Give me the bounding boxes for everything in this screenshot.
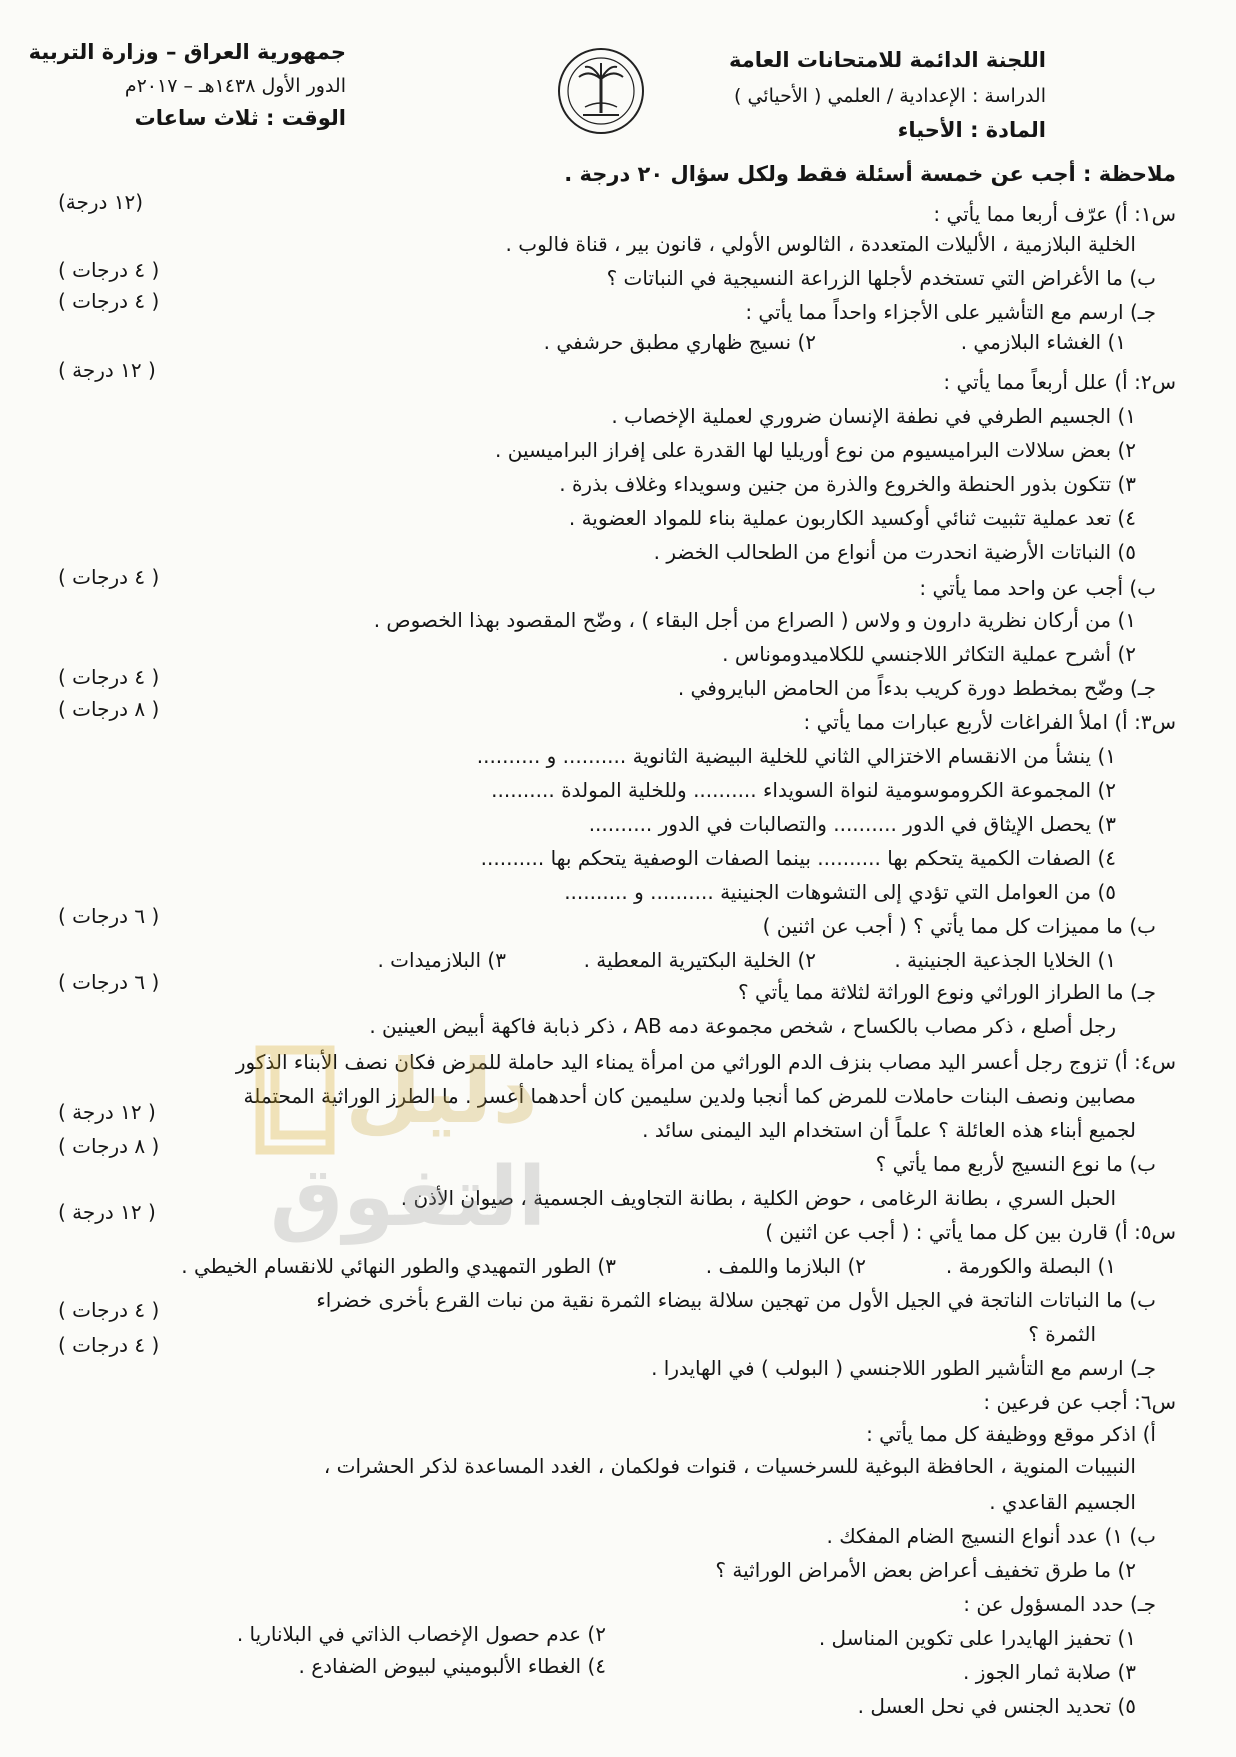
q1a-items: الخلية البلازمية ، الأليلات المتعددة ، الثالوس الأولي ، قانون بير ، قناة فالوب .	[505, 232, 1136, 256]
q6-title: س٦: أجب عن فرعين :	[983, 1390, 1176, 1414]
q2b: ب) أجب عن واحد مما يأتي :	[919, 576, 1156, 600]
q3c: جـ) ما الطراز الوراثي ونوع الوراثة لثلاثة مما يأتي ؟	[738, 980, 1156, 1004]
q6c4: ٤) الغطاء الألبوميني لبيوض الضفادع .	[298, 1654, 606, 1678]
q6c: جـ) حدد المسؤول عن :	[963, 1592, 1156, 1616]
q6b2: ٢) ما طرق تخفيف أعراض بعض الأمراض الوراثية ؟	[715, 1558, 1136, 1582]
q4a-line3: لجميع أبناء هذه العائلة ؟ علماً أن استخدام اليد اليمنى سائد .	[642, 1118, 1136, 1142]
committee-name: اللجنة الدائمة للامتحانات العامة	[729, 48, 1046, 72]
q1c: جـ) ارسم مع التأشير على الأجزاء واحداً مما يأتي :	[745, 300, 1156, 324]
q2b1: ١) من أركان نظرية دارون و ولاس ( الصراع من أجل البقاء ) ، وضّح المقصود بهذا الخصوص .	[373, 608, 1136, 632]
q3b3: ٣) البلازميدات .	[377, 948, 506, 972]
q2c-marks: ( ٤ درجات )	[58, 665, 160, 689]
q3b1: ١) الخلايا الجذعية الجنينية .	[894, 948, 1116, 972]
exam-note: ملاحظة : أجب عن خمسة أسئلة فقط ولكل سؤال ٢٠ درجة .	[564, 162, 1176, 186]
q1b: ب) ما الأغراض التي تستخدم لأجلها الزراعة النسيجية في النباتات ؟	[606, 266, 1156, 290]
q2a5: ٥) النباتات الأرضية انحدرت من أنواع من الطحالب الخضر .	[653, 540, 1136, 564]
q5b-line1: ب) ما النباتات الناتجة في الجيل الأول من تهجين سلالة بيضاء الثمرة نقية من نبات القرع بأخرى خضراء	[316, 1288, 1156, 1312]
q2a4: ٤) تعد عملية تثبيت ثنائي أوكسيد الكاربون عملية بناء للمواد العضوية .	[568, 506, 1136, 530]
q3b: ب) ما مميزات كل مما يأتي ؟ ( أجب عن اثنين )	[762, 914, 1156, 938]
q5a3: ٣) الطور التمهيدي والطور النهائي للانقسام الخيطي .	[181, 1254, 616, 1278]
q2c: جـ) وضّح بمخطط دورة كريب بدءاً من الحامض البايروفي .	[677, 676, 1156, 700]
q1a: س١: أ) عرّف أربعا مما يأتي :	[933, 202, 1176, 226]
q5c-marks: ( ٤ درجات )	[58, 1333, 160, 1357]
q3c-marks: ( ٦ درجات )	[58, 970, 160, 994]
q6c2: ٢) عدم حصول الإخصاب الذاتي في البلاناريا .	[236, 1622, 606, 1646]
q4b-items: الحبل السري ، بطانة الرغامى ، حوض الكلية ، بطانة التجاويف الجسمية ، صيوان الأذن .	[400, 1186, 1116, 1210]
subject: المادة : الأحياء	[897, 118, 1046, 142]
q5a: س٥: أ) قارن بين كل مما يأتي : ( أجب عن اثنين )	[765, 1220, 1176, 1244]
q2b-marks: ( ٤ درجات )	[58, 565, 160, 589]
watermark-text-1: دليل	[345, 1040, 538, 1143]
q5a-marks: ( ١٢ درجة )	[58, 1200, 156, 1224]
q2a-marks: ( ١٢ درجة )	[58, 358, 156, 382]
q6b1: ب) ١) عدد أنواع النسيج الضام المفكك .	[826, 1524, 1156, 1548]
q6c3: ٣) صلابة ثمار الجوز .	[963, 1660, 1136, 1684]
q6c5: ٥) تحديد الجنس في نحل العسل .	[857, 1694, 1136, 1718]
q6a-line2: الجسيم القاعدي .	[989, 1490, 1136, 1514]
q1a-marks: (١٢ درجة)	[58, 190, 144, 214]
q2a: س٢: أ) علل أربعاً مما يأتي :	[943, 370, 1176, 394]
q4b-marks: ( ٨ درجات )	[58, 1134, 160, 1158]
q4a-line1: س٤: أ) تزوج رجل أعسر اليد مصاب بنزف الدم الوراثي من امرأة يمناء اليد حاملة للمرض فكان نصف الأبناء الذكور	[235, 1050, 1176, 1074]
q3a3: ٣) يحصل الإيثاق في الدور .......... والتصالبات في الدور ..........	[588, 812, 1116, 836]
q6a: أ) اذكر موقع ووظيفة كل مما يأتي :	[866, 1422, 1156, 1446]
iraq-emblem-icon	[555, 45, 647, 137]
q1c2: ٢) نسيج ظهاري مطبق حرشفي .	[543, 330, 816, 354]
q4a-marks: ( ١٢ درجة )	[58, 1100, 156, 1124]
q2a2: ٢) بعض سلالات البراميسيوم من نوع أوريليا لها القدرة على إفراز البراميسين .	[495, 438, 1136, 462]
q1c1: ١) الغشاء البلازمي .	[960, 330, 1126, 354]
q3a-marks: ( ٨ درجات )	[58, 697, 160, 721]
q2a1: ١) الجسيم الطرفي في نطفة الإنسان ضروري لعملية الإخصاب .	[611, 404, 1136, 428]
q4a-line2: مصابين ونصف البنات حاملات للمرض كما أنجبا ولدين سليمين كان أحدهما أعسر . ما الطرز الوراثية المحتملة	[243, 1084, 1136, 1108]
q5c: جـ) ارسم مع التأشير الطور اللاجنسي ( البولب ) في الهايدرا .	[651, 1356, 1156, 1380]
exam-time: الوقت : ثلاث ساعات	[134, 106, 346, 130]
q3c-items: رجل أصلع ، ذكر مصاب بالكساح ، شخص مجموعة دمه AB ، ذكر ذبابة فاكهة أبيض العينين .	[369, 1014, 1116, 1038]
exam-round: الدور الأول ١٤٣٨هـ – ٢٠١٧م	[124, 75, 346, 97]
q3a4: ٤) الصفات الكمية يتحكم بها .......... بينما الصفات الوصفية يتحكم بها ..........	[480, 846, 1116, 870]
q3a1: ١) ينشأ من الانقسام الاختزالي الثاني للخلية البيضية الثانوية .......... و ..........	[476, 744, 1116, 768]
q2a3: ٣) تتكون بذور الحنطة والخروع والذرة من جنين وسويداء وغلاف بذرة .	[559, 472, 1136, 496]
q3b2: ٢) الخلية البكتيرية المعطية .	[583, 948, 816, 972]
q1b-marks: ( ٤ درجات )	[58, 258, 160, 282]
q6c1: ١) تحفيز الهايدرا على تكوين المناسل .	[818, 1626, 1136, 1650]
q4b: ب) ما نوع النسيج لأربع مما يأتي ؟	[875, 1152, 1156, 1176]
ministry-name: جمهورية العراق – وزارة التربية	[28, 40, 346, 64]
q2b2: ٢) أشرح عملية التكاثر اللاجنسي للكلاميدوموناس .	[722, 642, 1136, 666]
q5a1: ١) البصلة والكورمة .	[945, 1254, 1116, 1278]
q3a5: ٥) من العوامل التي تؤدي إلى التشوهات الجنينية .......... و ..........	[564, 880, 1116, 904]
q5b-marks: ( ٤ درجات )	[58, 1298, 160, 1322]
q3a: س٣: أ) املأ الفراغات لأربع عبارات مما يأتي :	[803, 710, 1176, 734]
q1c-marks: ( ٤ درجات )	[58, 289, 160, 313]
q5a2: ٢) البلازما واللمف .	[705, 1254, 866, 1278]
q3b-marks: ( ٦ درجات )	[58, 904, 160, 928]
q6a-line1: النبيبات المنوية ، الحافظة البوغية للسرخسيات ، قنوات فولكمان ، الغدد المساعدة لذكر الحشرات ،	[323, 1454, 1136, 1478]
q5b-line2: الثمرة ؟	[1028, 1322, 1096, 1346]
q3a2: ٢) المجموعة الكروموسومية لنواة السويداء .......... وللخلية المولدة ..........	[491, 778, 1116, 802]
watermark-text-2: التفوق	[270, 1150, 547, 1245]
study-branch: الدراسة : الإعدادية / العلمي ( الأحيائي )	[734, 85, 1046, 107]
book-icon	[250, 1040, 340, 1160]
